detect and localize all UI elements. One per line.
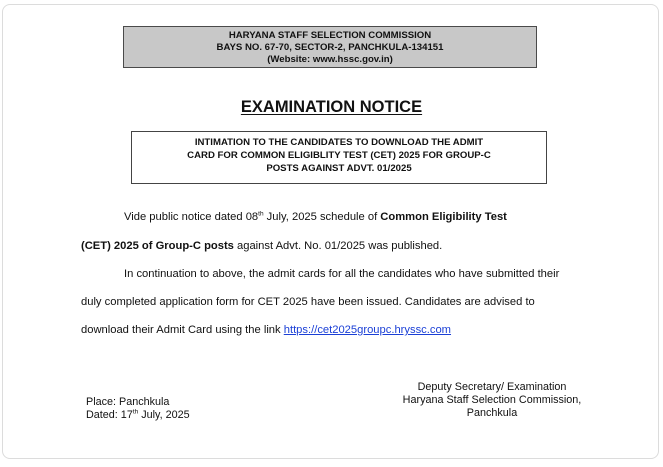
place-date-block bbox=[86, 396, 190, 422]
body-line-4: duly completed application form for CET 2025 have been issued. Candidates are advised to bbox=[81, 296, 535, 308]
body-line-1: Vide public notice dated 08th July, 2025 schedule of Common Eligibility Test bbox=[124, 210, 507, 223]
notice-title bbox=[0, 98, 663, 117]
dated-text: Dated: 17th July, 2025 bbox=[86, 408, 190, 421]
header-line-3: (Website: www.hssc.gov.in) bbox=[267, 54, 393, 65]
body-line-5: download their Admit Card using the link https://cet2025groupc.hryssc.com bbox=[81, 324, 452, 336]
header-line-1: HARYANA STAFF SELECTION COMMISSION bbox=[228, 30, 432, 41]
commission-header bbox=[123, 26, 537, 68]
body-line-3: In continuation to above, the admit cards for all the candidates who have submitted their bbox=[124, 268, 560, 280]
signatory-line-1: Deputy Secretary/ Examination bbox=[417, 381, 567, 393]
place-text: Place: Panchkula bbox=[86, 396, 170, 408]
signatory-block bbox=[378, 381, 606, 420]
intimation-line-2: CARD FOR COMMON ELIGIBLITY TEST (CET) 2025 FOR GROUP-C bbox=[187, 150, 491, 161]
notice-title-text: EXAMINATION NOTICE bbox=[240, 98, 423, 116]
signatory-line-2: Haryana Staff Selection Commission, bbox=[402, 394, 582, 406]
signatory-line-3: Panchkula bbox=[466, 407, 518, 419]
intimation-box bbox=[131, 131, 547, 184]
intimation-line-3: POSTS AGAINST ADVT. 01/2025 bbox=[266, 163, 412, 174]
body-line-2: (CET) 2025 of Group-C posts against Advt. No. 01/2025 was published. bbox=[81, 240, 443, 252]
cet-bold: Common Eligibility Test bbox=[380, 211, 507, 223]
admit-card-link[interactable]: https://cet2025groupc.hryssc.com bbox=[283, 324, 452, 336]
intimation-line-1: INTIMATION TO THE CANDIDATES TO DOWNLOAD THE ADMIT bbox=[194, 137, 484, 148]
header-line-2: BAYS NO. 67-70, SECTOR-2, PANCHKULA-134151 bbox=[216, 42, 444, 53]
